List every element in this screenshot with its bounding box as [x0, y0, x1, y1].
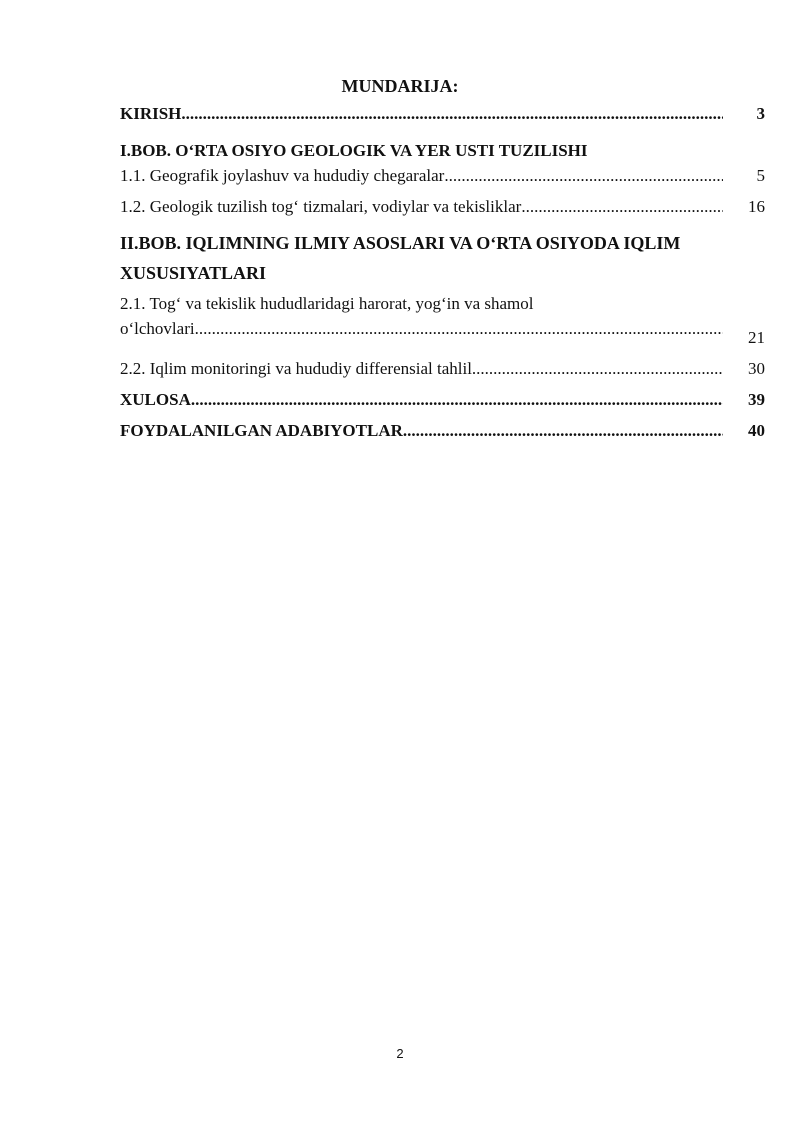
toc-entry-2-1 [120, 288, 765, 359]
toc-chapter-1-heading: I.BOB. O‘RTA OSIYO GEOLOGIK VA YER USTI TUZILISHI [120, 141, 588, 160]
toc-label-line2: o‘lchovlari [120, 319, 195, 338]
toc-leader-dots [181, 104, 723, 124]
toc-leader-dots [403, 421, 723, 441]
toc-page-number: 5 [756, 166, 765, 185]
page-title: MUNDARIJA: [341, 76, 459, 96]
toc-page-number: 3 [756, 104, 765, 123]
toc-label: 1.2. Geologik tuzilish tog‘ tizmalari, vodiylar va tekisliklar [120, 197, 522, 216]
toc-entry-1-1 [120, 166, 765, 197]
toc-page-number: 16 [748, 197, 765, 216]
toc-label: 1.1. Geografik joylashuv va hududiy chegaralar [120, 166, 445, 185]
toc-page-number: 21 [748, 328, 765, 347]
toc-entry-kirish [120, 104, 765, 135]
toc-label-line1: 2.1. Tog‘ va tekislik hududlaridagi harorat, yog‘in va shamol [120, 294, 534, 313]
toc-leader-dots [195, 319, 723, 339]
toc-entry-xulosa [120, 390, 765, 421]
table-of-contents [120, 104, 765, 452]
toc-label: XULOSA [120, 390, 191, 409]
toc-entry-2-2 [120, 359, 765, 390]
toc-label: FOYDALANILGAN ADABIYOTLAR [120, 421, 403, 440]
toc-page-number: 40 [748, 421, 765, 440]
toc-page-number: 30 [748, 359, 765, 378]
toc-label: 2.2. Iqlim monitoringi va hududiy differensial tahlil [120, 359, 472, 378]
toc-page-number: 39 [748, 390, 765, 409]
toc-chapter-2-heading-line2: XUSUSIYATLARI [120, 263, 267, 283]
toc-leader-dots [444, 166, 723, 186]
toc-chapter-2-heading-line1: II.BOB. IQLIMNING ILMIY ASOSLARI VA O‘RTA OSIYODA IQLIM [120, 233, 681, 253]
toc-label: KIRISH [120, 104, 182, 123]
page-number: 2 [396, 1046, 404, 1061]
toc-leader-dots [521, 197, 723, 217]
toc-leader-dots [191, 390, 723, 410]
toc-entry-adabiyotlar [120, 421, 765, 452]
toc-leader-dots [472, 359, 723, 379]
toc-entry-1-2 [120, 197, 765, 228]
